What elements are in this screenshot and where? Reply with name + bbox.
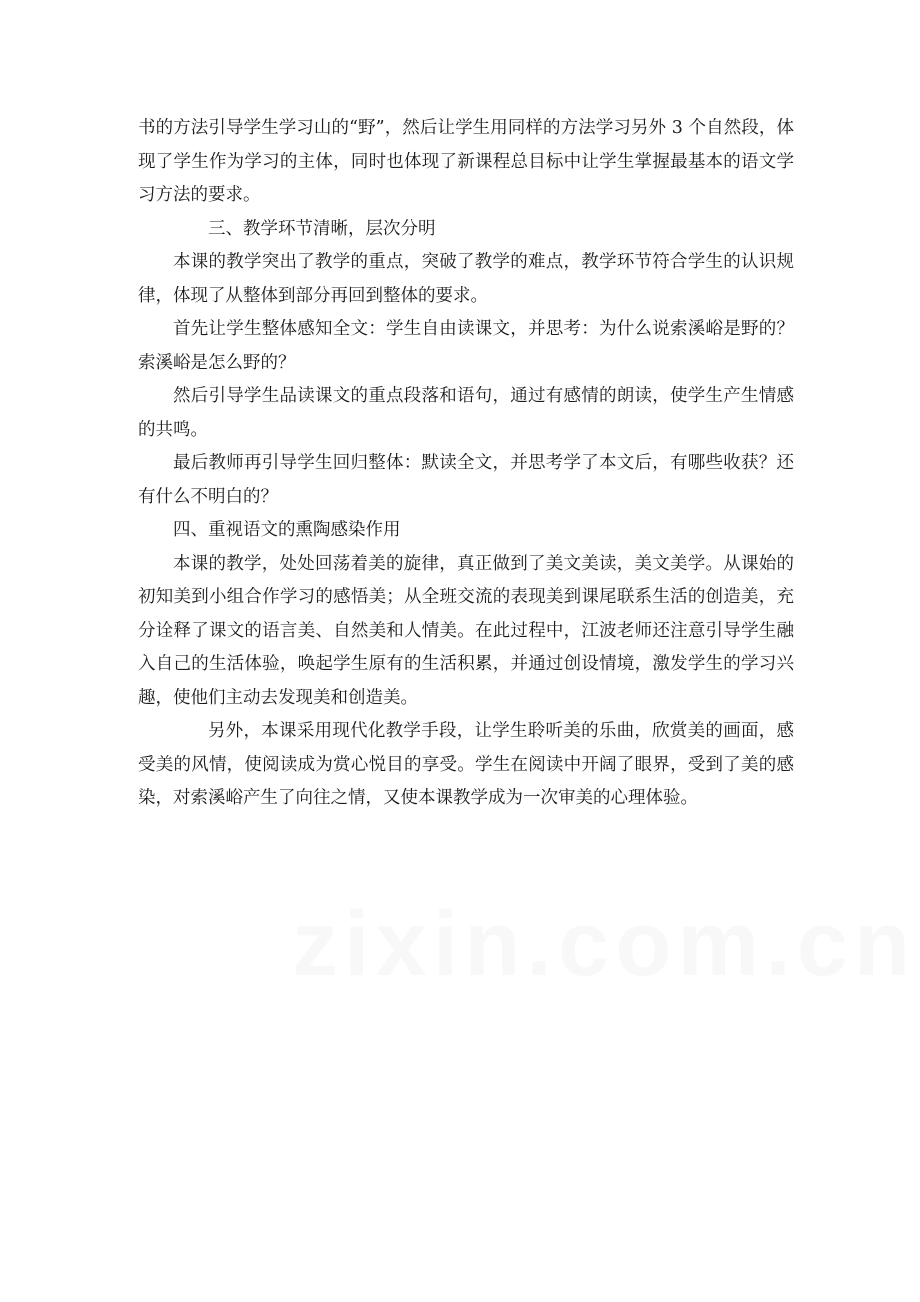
- paragraph-first-step: 首先让学生整体感知全文：学生自由读课文，并思考：为什么说索溪峪是野的？索溪峪是怎么野的？: [138, 319, 794, 373]
- watermark: zixin.com.cn: [292, 893, 917, 995]
- paragraph-teaching-focus: 本课的教学突出了教学的重点，突破了教学的难点，教学环节符合学生的认识规律，体现了从整体到部分再回到整体的要求。: [138, 252, 794, 306]
- paragraph-second-step: 然后引导学生品读课文的重点段落和语句，通过有感情的朗读，使学生产生情感的共鸣。: [138, 386, 794, 440]
- paragraph-final-step: 最后教师再引导学生回归整体：默读全文，并思考学了本文后，有哪些收获？还有什么不明白的？: [138, 453, 794, 507]
- section-heading-three: 三、教学环节清晰，层次分明: [208, 218, 436, 239]
- section-heading-four: 四、重视语文的熏陶感染作用: [173, 520, 401, 540]
- paragraph-modern-means: 另外，本课采用现代化教学手段，让学生聆听美的乐曲，欣赏美的画面，感受美的风情，使阅读成为赏心悦目的享受。学生在阅读中开阔了眼界，受到了美的感染，对索溪峪产生了向往之情，又使本课教学成为一次审美的心理体验。: [138, 721, 794, 808]
- paragraph-beauty-melody: 本课的教学，处处回荡着美的旋律，真正做到了美文美读，美文美学。从课始的初知美到小组合作学习的感悟美；从全班交流的表现美到课尾联系生活的创造美，充分诠释了课文的语言美、自然美和人情美。在此过程中，江波老师还注意引导学生融入自己的生活体验，唤起学生原有的生活积累，并通过创设情境，激发学生的学习兴趣，使他们主动去发现美和创造美。: [138, 553, 794, 708]
- paragraph-method-continued: 书的方法引导学生学习山的“野”，然后让学生用同样的方法学习另外 3 个自然段，体现了学生作为学习的主体，同时也体现了新课程总目标中让学生掌握最基本的语文学习方法的要求。: [138, 118, 794, 205]
- document-body: [138, 112, 794, 816]
